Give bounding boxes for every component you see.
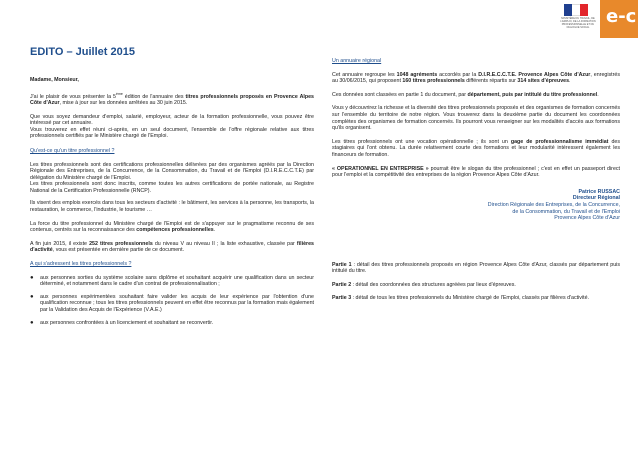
discover-paragraph: Vous y découvrirez la richesse et la diversité des titres professionnels proposés et des organismes de formation concernés sur l'ensemble du territoire de notre région. Vous trouverez dans la deuxième partie du document les coordonnées complètes des organismes de formation concernés. Ils pourront vous renseigner sur les modalités d'accès aux formations qu'ils organisent. [332,105,620,132]
flag-white-band [572,4,580,16]
signature-org-line-1: Direction Régionale des Entreprises, de la Concurrence, [487,201,620,208]
signature-org-line-3: Provence Alpes Côte d'Azur [554,215,620,222]
french-flag-icon [564,4,588,16]
audience-paragraph: Que vous soyez demandeur d'emploi, salarié, employeur, acteur de la formation professionnelle, vous pouvez être intéressé par cet annuaire. Vous trouverez en effet réuni ci-après, en un seul document, l'ensemble de l'offre régionale relative aux titres professionnels certifiés par le Ministère chargé de l'Emploi. [30,113,314,140]
flag-blue-band [564,4,572,16]
strength-paragraph: La force du titre professionnel du Ministère chargé de l'Emploi est de s'appuyer sur le pragmatisme reconnu de ses contenus, centrés sur la reconnaissance des compétences professionnelles. [30,220,314,234]
left-column [30,40,314,332]
regional-paragraph: Cet annuaire regroupe les 1048 agréments accordés par la D.I.R.E.C.C.T.E. Provence Alpes Côte d'Azur, enregistrés au 30/06/2015, qui proposent 160 titres professionnels différents répartis sur 314 sites d'épreuves. [332,71,620,85]
classification-paragraph: Ces données sont classées en partie 1 du document, par département, puis par intitulé du titre professionnel. [332,91,599,98]
ministry-logo [560,2,596,29]
signature-role: Directeur Régional [572,195,620,202]
part-3-description: Partie 3 : détail de tous les titres professionnels du Ministère chargé de l'Emploi, classés par filières d'activité. [332,295,589,302]
bullet-icon: ● [30,274,34,281]
bullet-icon: ● [30,319,34,326]
edito-title: EDITO – Juillet 2015 [30,46,135,58]
ministry-logo-caption: MINISTÈRE DU TRAVAIL, DE L'EMPLOI, DE LA FORMATION PROFESSIONNELLE ET DU DIALOGUE SOCIAL [560,17,596,29]
signature-org-line-2: de la Consommation, du Travail et de l'Emploi [512,208,620,215]
ec-logo [600,0,638,38]
greeting: Madame, Monsieur, [30,77,79,83]
part-1-description: Partie 1 : détail des titres professionnels proposés en région Provence Alpes Côte d'Azur, classés par département puis intitulé du titre. [332,261,621,275]
slogan-paragraph: « OPERATIONNEL EN ENTREPRISE » pourrait être le slogan du titre professionnel ; c'est en effet un passeport direct pour l'emploi et la compétitivité des entreprises de la région Provence Alpes Côte d'Azur. [332,165,621,179]
intro-paragraph: J'ai le plaisir de vous présenter la 5ème édition de l'annuaire des titres professionnels proposés en Provence Alpes Côte d'Azur, mise à jour sur les données arrêtées au 30 juin 2015. [30,91,314,106]
flag-red-band [580,4,588,16]
list-item: ● aux personnes confrontées à un licenciement et souhaitant se reconvertir. [30,319,214,326]
count-paragraph: A fin juin 2015, il existe 252 titres professionnels du niveau V au niveau II ; la liste exhaustive, classée par filières d'activité, vous est présentée en dernière partie de ce document. [30,240,314,254]
list-item: ● aux personnes expérimentées souhaitant faire valider les acquis de leur expérience par l'obtention d'une qualification reconnue ; tous les titres professionnels peuvent en effet être reconnus par la formation mais également par la Validation des Acquis de l'Expérience (V.A.E.) [30,293,314,314]
signature-name: Patrice RUSSAC [578,188,620,195]
ec-logo-text: e-c [606,6,637,27]
part-2-description: Partie 2 : détail des coordonnées des structures agréées par lieux d'épreuves. [332,281,516,288]
operational-paragraph: Les titres professionnels ont une vocation opérationnelle ; ils sont un gage de professionnalisme immédiat des stagiaires qui l'ont obtenu. La durée relativement courte des formations et leur modularité intéressent également les financeurs de formation. [332,138,620,158]
section-heading-who: A qui s'adressent les titres professionnels ? [30,261,132,268]
signature-block [332,189,620,222]
right-column [332,40,620,309]
header-logos [560,0,638,38]
section-heading-what: Qu'est-ce qu'un titre professionnel ? [30,147,115,154]
bullet-icon: ● [30,293,34,300]
sectors-paragraph: Ils visent des emplois exercés dans tous les secteurs d'activité : le bâtiment, les services à la personne, les transports, la restauration, le commerce, l'industrie, le tourisme … [30,200,314,214]
definition-paragraph: Les titres professionnels sont des certifications professionnelles délivrées par des organismes agréés par la Direction Régionale des Entreprises, de la Concurrence, de la Consommation, du Travail et de l'Emploi (D.I.R.E.C.C.T.E) par délégation du Ministère chargé de l'Emploi. Les titres professionnels sont donc inscrits, comme toutes les autres certifications de portée nationale, au Registre National de la Certification Professionnelle (RNCP). [30,161,314,194]
section-heading-regional: Un annuaire régional [332,58,382,64]
list-item: ● aux personnes sorties du système scolaire sans diplôme et souhaitant acquérir une qualification dans un secteur déterminé, et notamment dans le cadre d'un contrat de professionnalisation ; [30,274,314,288]
